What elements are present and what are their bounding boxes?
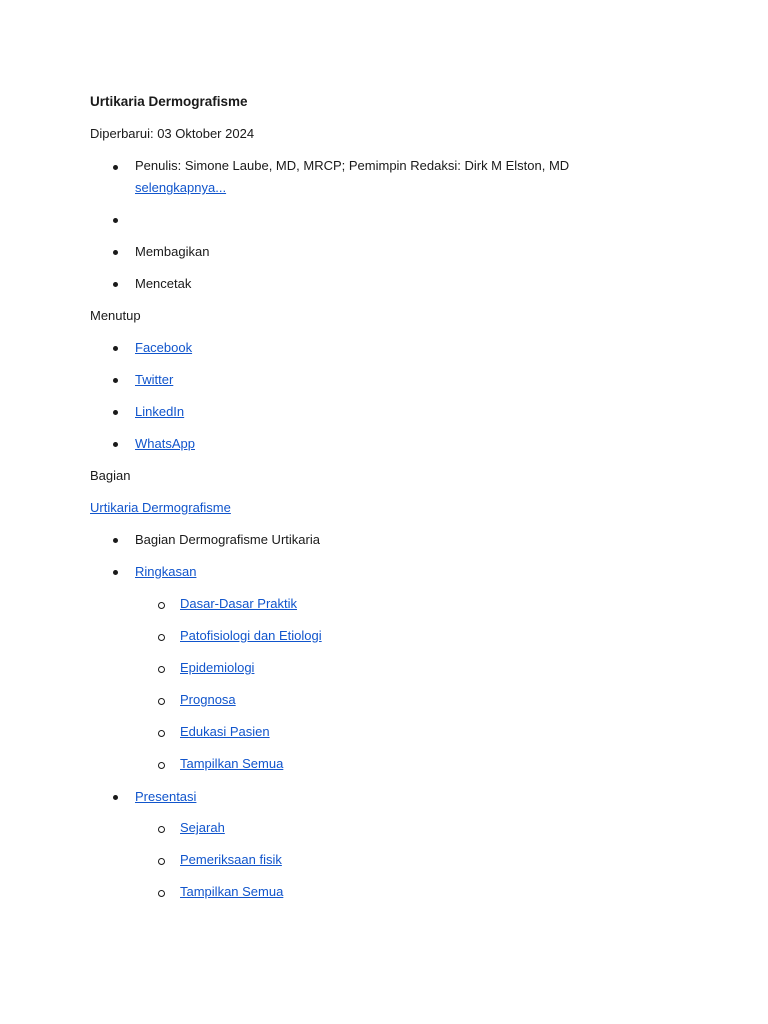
author-line: Penulis: Simone Laube, MD, MRCP; Pemimpin Redaksi: Dirk M Elston, MD — [135, 158, 570, 173]
bullet-dot — [113, 282, 118, 287]
close-button[interactable]: Menutup — [90, 308, 141, 323]
sub-bullet-ring — [158, 634, 165, 641]
toc-link-physical-exam[interactable]: Pemeriksaan fisik — [180, 852, 282, 867]
share-whatsapp-link[interactable]: WhatsApp — [135, 436, 195, 451]
bullet-dot — [113, 250, 118, 255]
bullet-dot — [113, 442, 118, 447]
toc-link-show-all-presentation[interactable]: Tampilkan Semua — [180, 884, 284, 899]
toc-link-practice-essentials[interactable]: Dasar-Dasar Praktik — [180, 596, 298, 611]
sections-heading: Bagian — [90, 468, 131, 483]
sub-bullet-ring — [158, 602, 165, 609]
toc-link-history[interactable]: Sejarah — [180, 820, 225, 835]
bullet-dot — [113, 165, 118, 170]
sub-bullet-ring — [158, 698, 165, 705]
share-twitter-link[interactable]: Twitter — [135, 372, 174, 387]
bullet-dot — [113, 570, 118, 575]
bullet-dot — [113, 346, 118, 351]
article-title: Urtikaria Dermografisme — [90, 94, 248, 109]
share-button[interactable]: Membagikan — [135, 244, 210, 259]
bullet-dot — [113, 795, 118, 800]
toc-link-show-all-summary[interactable]: Tampilkan Semua — [180, 756, 284, 771]
updated-date: Diperbarui: 03 Oktober 2024 — [90, 126, 255, 141]
toc-link-patient-education[interactable]: Edukasi Pasien — [180, 724, 270, 739]
sub-bullet-ring — [158, 730, 165, 737]
sub-bullet-ring — [158, 858, 165, 865]
toc-summary-link[interactable]: Ringkasan — [135, 564, 197, 579]
bullet-dot — [113, 538, 118, 543]
sub-bullet-ring — [158, 762, 165, 769]
bullet-dot — [113, 410, 118, 415]
toc-link-epidemiology[interactable]: Epidemiologi — [180, 660, 255, 675]
sections-group-label: Bagian Dermografisme Urtikaria — [135, 532, 320, 547]
toc-presentation-link[interactable]: Presentasi — [135, 789, 197, 804]
sub-bullet-ring — [158, 890, 165, 897]
sub-bullet-ring — [158, 826, 165, 833]
sections-main-link[interactable]: Urtikaria Dermografisme — [90, 500, 231, 515]
toc-link-prognosis[interactable]: Prognosa — [180, 692, 236, 707]
bullet-dot — [113, 378, 118, 383]
sub-bullet-ring — [158, 666, 165, 673]
share-linkedin-link[interactable]: LinkedIn — [135, 404, 185, 419]
print-button[interactable]: Mencetak — [135, 276, 192, 291]
bullet-dot — [113, 218, 118, 223]
toc-link-pathophysiology[interactable]: Patofisiologi dan Etiologi — [180, 628, 322, 643]
author-more-link[interactable]: selengkapnya... — [135, 180, 227, 195]
share-facebook-link[interactable]: Facebook — [135, 340, 193, 355]
